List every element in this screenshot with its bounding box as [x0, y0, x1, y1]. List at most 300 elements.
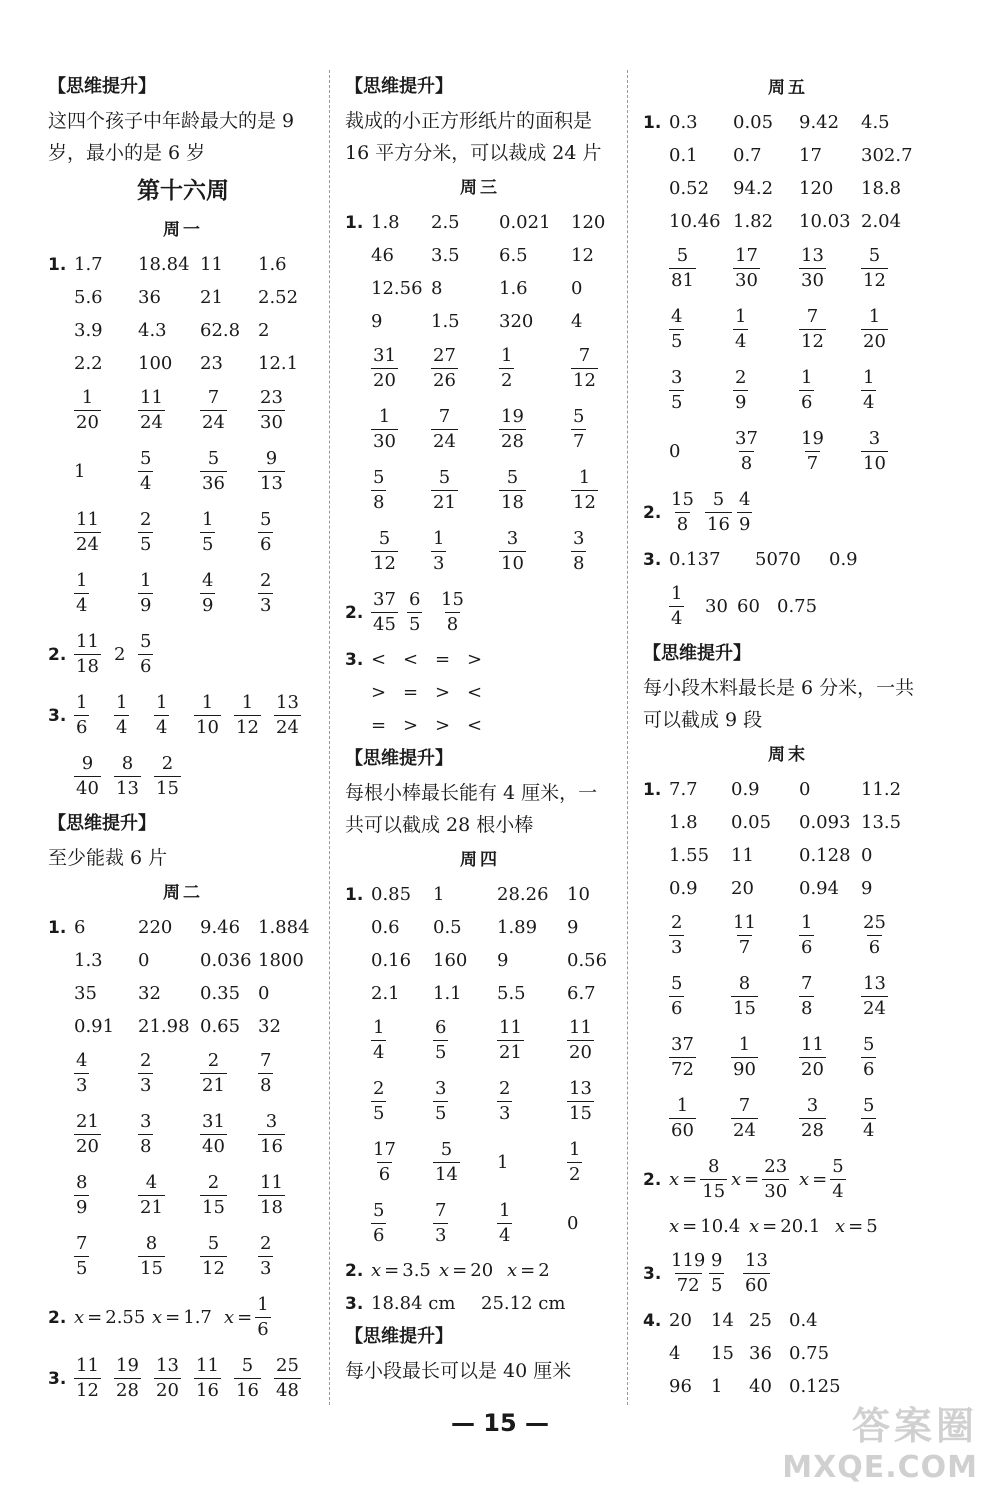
fraction-denominator: 45 — [373, 614, 396, 635]
answer-row — [643, 238, 933, 299]
answer-cell: 94.2 — [733, 178, 774, 199]
answer-cell — [731, 1094, 799, 1143]
answer-cells — [669, 549, 877, 570]
answer-cell: 6.7 — [567, 983, 596, 1004]
answer-row — [345, 305, 615, 338]
answer-cells — [371, 311, 631, 332]
fraction-denominator: 16 — [196, 1380, 219, 1401]
answer-cell: 9 — [567, 917, 579, 938]
fraction — [743, 1249, 770, 1298]
fraction — [200, 508, 215, 557]
answer-cell: 0.05 — [731, 812, 772, 833]
fraction-denominator: 20 — [863, 331, 886, 352]
fraction-denominator: 3 — [260, 1258, 272, 1279]
answer-cell — [861, 1033, 921, 1082]
answer-cell — [835, 1216, 895, 1237]
fraction — [431, 527, 446, 576]
fraction — [138, 569, 153, 618]
answer-cell — [138, 508, 200, 557]
fraction-numerator: 5 — [676, 245, 689, 266]
answer-cell: 0.75 — [777, 596, 818, 617]
fraction-numerator: 5 — [868, 245, 881, 266]
answer-cell: 8 — [431, 278, 443, 299]
fraction — [431, 344, 458, 393]
fraction — [499, 405, 526, 454]
answer-cell — [74, 752, 114, 801]
fraction-denominator: 12 — [202, 1258, 225, 1279]
answer-cell — [200, 1171, 258, 1220]
fraction — [497, 1199, 512, 1248]
fraction-denominator: 8 — [801, 998, 813, 1019]
question-number: 3. — [345, 649, 364, 670]
answer-cells — [74, 691, 314, 740]
fraction — [74, 508, 101, 557]
answer-cell — [733, 427, 799, 476]
fraction — [731, 1033, 758, 1082]
fraction-numerator: 1 — [738, 1034, 751, 1055]
answer-cells — [669, 845, 921, 866]
answer-row — [643, 106, 933, 139]
answer-cells — [669, 812, 921, 833]
fraction-denominator: 24 — [433, 431, 456, 452]
answer-cells — [74, 1354, 314, 1403]
fraction — [799, 911, 814, 960]
fraction-denominator: 24 — [733, 1120, 756, 1141]
fraction-numerator: 5 — [863, 1034, 875, 1055]
equals-sign: = — [812, 1169, 828, 1190]
answer-cell: 0.9 — [731, 779, 760, 800]
fraction-numerator: 3 — [671, 367, 683, 388]
fraction-denominator: 4 — [863, 392, 875, 413]
fraction-denominator: 6 — [868, 937, 881, 958]
answer-cell: 0.52 — [669, 178, 710, 199]
answer-cells — [74, 1171, 318, 1220]
fraction-numerator: 2 — [735, 367, 747, 388]
question-number: 2. — [643, 1169, 662, 1190]
answer-cells — [371, 1016, 627, 1065]
day-heading: 周二 — [163, 883, 203, 903]
answer-cell: 46 — [371, 245, 394, 266]
answer-cell: 18.8 — [861, 178, 902, 199]
answer-cell — [567, 1138, 627, 1187]
answer-cell: 0 — [258, 983, 270, 1004]
answer-row — [345, 709, 615, 742]
fraction-numerator: 2 — [207, 1050, 220, 1071]
answer-cell: 28.26 — [497, 884, 549, 905]
answer-cell — [371, 1260, 439, 1281]
fraction-numerator: 19 — [801, 428, 824, 449]
fraction-numerator: 7 — [260, 1050, 272, 1071]
answer-cell: 7.7 — [669, 779, 698, 800]
fraction-numerator: 1 — [373, 1017, 385, 1038]
variable: x — [669, 1216, 680, 1237]
fraction-denominator: 8 — [373, 492, 385, 513]
answer-cell: 6.5 — [499, 245, 528, 266]
fraction — [571, 405, 586, 454]
fraction-numerator: 5 — [140, 631, 152, 652]
answer-cell — [154, 752, 194, 801]
answer-cell — [705, 488, 737, 537]
fraction-numerator: 31 — [202, 1111, 225, 1132]
fraction-denominator: 20 — [569, 1042, 592, 1063]
fraction — [154, 691, 169, 740]
answer-row — [345, 1132, 615, 1193]
fraction — [200, 447, 227, 496]
fraction-denominator: 15 — [702, 1181, 726, 1202]
answer-cell — [431, 405, 499, 454]
answer-cell — [669, 244, 733, 293]
fraction — [371, 1016, 386, 1065]
fraction-denominator: 3 — [433, 553, 445, 574]
fraction-denominator: 9 — [202, 595, 214, 616]
fraction — [861, 1094, 876, 1143]
answer-cell: 0.94 — [799, 878, 840, 899]
answer-cell — [799, 427, 861, 476]
answer-row — [643, 1027, 933, 1088]
fraction-numerator: 9 — [265, 448, 278, 469]
answer-cell — [152, 1307, 224, 1328]
answer-row — [345, 206, 615, 239]
answer-cell: 0 — [567, 1213, 579, 1234]
fraction-denominator: 13 — [260, 473, 283, 494]
answer-cells — [669, 878, 921, 899]
answer-cell: 0.3 — [669, 112, 698, 133]
answer-cells — [669, 305, 925, 354]
answer-cells — [669, 145, 925, 166]
answer-cell: 0.6 — [371, 917, 400, 938]
answer-cell: 0.125 — [789, 1376, 841, 1397]
equals-sign: = — [452, 1260, 468, 1281]
fraction-denominator: 5 — [202, 534, 214, 555]
fraction-numerator: 11 — [76, 1355, 99, 1376]
answer-cell: 3.5 — [431, 245, 460, 266]
answer-cell — [433, 1077, 497, 1126]
answer-cell — [138, 1171, 200, 1220]
answer-cell: 0.9 — [669, 878, 698, 899]
fraction — [861, 366, 876, 415]
answer-cells — [74, 254, 318, 275]
fraction-denominator: 6 — [260, 534, 272, 555]
answer-cell: 21 — [200, 287, 223, 308]
answer-cell: 12.1 — [258, 353, 299, 374]
fraction-denominator: 4 — [832, 1181, 844, 1202]
fraction-denominator: 3 — [671, 937, 683, 958]
question-number: 3. — [643, 549, 662, 570]
fraction-denominator: 12 — [573, 492, 596, 513]
answer-cell — [258, 1171, 318, 1220]
fraction-numerator: 15 — [671, 489, 694, 510]
fraction-numerator: 3 — [435, 1078, 447, 1099]
answer-cell — [74, 1171, 138, 1220]
answer-cells — [371, 588, 475, 637]
fraction — [762, 1155, 789, 1204]
fraction-numerator: 17 — [373, 1139, 396, 1160]
answer-cells — [669, 1155, 859, 1204]
fraction-denominator: 6 — [801, 392, 813, 413]
fraction — [497, 1077, 512, 1126]
fraction-denominator: 4 — [373, 1042, 385, 1063]
fraction — [258, 447, 285, 496]
variable: x — [439, 1260, 450, 1281]
answer-row — [48, 911, 318, 944]
answer-cell: 9 — [371, 311, 383, 332]
fraction — [571, 527, 586, 576]
answer-cell: > — [467, 649, 483, 670]
fraction-denominator: 3 — [499, 1103, 511, 1124]
fraction-denominator: 2 — [501, 370, 513, 391]
day-heading: 周四 — [460, 850, 500, 870]
answer-cell: 60 — [737, 596, 760, 617]
answer-cell — [154, 691, 194, 740]
fraction — [200, 1110, 227, 1159]
fraction-denominator: 6 — [801, 937, 813, 958]
answer-cell — [861, 366, 925, 415]
fraction-numerator: 1 — [76, 692, 88, 713]
fraction — [200, 386, 227, 435]
answer-cells — [74, 386, 318, 435]
answer-row — [48, 1010, 318, 1043]
fraction-numerator: 7 — [207, 387, 220, 408]
fraction-denominator: 24 — [202, 412, 225, 433]
answer-cell: 0.16 — [371, 950, 412, 971]
section-heading: 【思维提升】 — [48, 76, 156, 97]
fraction-numerator: 1 — [76, 570, 88, 591]
fraction-numerator: 15 — [441, 589, 464, 610]
fraction-denominator: 18 — [76, 656, 99, 677]
fraction-denominator: 21 — [433, 492, 456, 513]
fraction-denominator: 8 — [140, 1136, 152, 1157]
fraction-denominator: 20 — [156, 1380, 179, 1401]
fraction — [861, 911, 888, 960]
fraction-denominator: 4 — [116, 717, 128, 738]
fraction — [669, 972, 684, 1021]
answer-row — [643, 482, 933, 543]
answer-cell — [731, 1033, 799, 1082]
answer-cell — [499, 344, 571, 393]
answer-cells — [74, 1016, 318, 1037]
answer-cell — [258, 386, 318, 435]
fraction-denominator: 15 — [156, 778, 179, 799]
answer-cell: 4.5 — [861, 112, 890, 133]
fraction — [258, 1171, 285, 1220]
fraction-numerator: 19 — [116, 1355, 139, 1376]
answer-row — [48, 624, 318, 685]
answer-row — [643, 1243, 933, 1304]
fraction-numerator: 23 — [260, 387, 283, 408]
fraction-numerator: 1 — [156, 692, 168, 713]
answer-cell — [799, 1033, 861, 1082]
fraction-numerator: 119 — [671, 1250, 706, 1271]
answer-cell — [138, 447, 200, 496]
fraction-numerator: 3 — [806, 1095, 819, 1116]
answer-cells — [371, 405, 631, 454]
answer-row — [345, 977, 615, 1010]
answer-cell: 1.6 — [258, 254, 287, 275]
answer-row — [48, 281, 318, 314]
answer-cell — [371, 588, 407, 637]
answer-cell: 1.8 — [371, 212, 400, 233]
variable: x — [835, 1216, 846, 1237]
fraction-denominator: 15 — [140, 1258, 163, 1279]
fraction-denominator: 6 — [257, 1319, 269, 1340]
answer-cell: 120 — [571, 212, 606, 233]
question-number: 1. — [345, 212, 364, 233]
answer-cell — [669, 1249, 709, 1298]
fraction — [431, 405, 458, 454]
answer-cell: 2.2 — [74, 353, 103, 374]
watermark-logo — [782, 1395, 978, 1485]
answer-row — [345, 1193, 615, 1254]
fraction-numerator: 5 — [712, 489, 725, 510]
fraction — [737, 488, 752, 537]
fraction-denominator: 6 — [373, 1225, 385, 1246]
variable: x — [74, 1307, 85, 1328]
question-number: 1. — [643, 779, 662, 800]
fraction-denominator: 13 — [116, 778, 139, 799]
fraction-numerator: 1 — [201, 692, 214, 713]
answer-cells — [74, 917, 318, 938]
answer-cells — [371, 212, 631, 233]
fraction-denominator: 5 — [76, 1258, 88, 1279]
fraction-numerator: 13 — [801, 245, 824, 266]
answer-cell — [433, 1016, 497, 1065]
fraction — [731, 1094, 758, 1143]
fraction-numerator: 13 — [276, 692, 299, 713]
answer-cell: 12.56 — [371, 278, 423, 299]
answer-cell: 36 — [749, 1343, 772, 1364]
answer-cell — [138, 630, 178, 679]
answer-cells — [371, 649, 499, 670]
answer-cell — [371, 344, 431, 393]
fraction-denominator: 30 — [764, 1181, 788, 1202]
fraction-denominator: 3 — [76, 1075, 88, 1096]
answer-cell — [258, 1049, 318, 1098]
answer-cell: > — [435, 715, 451, 736]
answer-cell — [74, 1232, 138, 1281]
fraction-numerator: 13 — [745, 1250, 768, 1271]
answer-cell: 1.3 — [74, 950, 103, 971]
fraction — [74, 691, 89, 740]
value: 20 — [470, 1260, 494, 1281]
fraction-denominator: 8 — [740, 453, 753, 474]
fraction-denominator: 30 — [735, 270, 758, 291]
answer-cell — [861, 305, 925, 354]
fraction — [138, 1232, 165, 1281]
fraction-numerator: 9 — [81, 753, 94, 774]
question-number: 1. — [48, 917, 67, 938]
fraction — [861, 305, 888, 354]
answer-row — [48, 1165, 318, 1226]
fraction-denominator: 16 — [260, 1136, 283, 1157]
answer-cell — [224, 1293, 294, 1342]
fraction — [138, 508, 153, 557]
answer-row — [48, 563, 318, 624]
answer-cell — [74, 1307, 152, 1328]
fraction — [733, 427, 760, 476]
fraction-numerator: 5 — [863, 1095, 875, 1116]
fraction — [669, 244, 696, 293]
answer-row — [643, 172, 933, 205]
fraction-numerator: 2 — [161, 753, 174, 774]
answer-text: 每小段最长可以是 40 厘米 — [345, 1360, 572, 1382]
variable: x — [669, 1169, 680, 1190]
fraction-denominator: 14 — [435, 1164, 458, 1185]
answer-cell: 5070 — [755, 549, 801, 570]
fraction-numerator: 2 — [140, 509, 152, 530]
answer-cell: 1.7 — [74, 254, 103, 275]
fraction-numerator: 11 — [499, 1017, 522, 1038]
answer-cell: 160 — [433, 950, 468, 971]
equals-sign: = — [848, 1216, 864, 1237]
answer-row — [345, 460, 615, 521]
fraction-denominator: 9 — [140, 595, 152, 616]
answer-cells — [669, 1310, 839, 1331]
fraction-numerator: 4 — [739, 489, 751, 510]
answer-cell: 0.137 — [669, 549, 721, 570]
question-number: 3. — [643, 1263, 662, 1284]
answer-cell: 2.5 — [431, 212, 460, 233]
fraction-numerator: 4 — [145, 1172, 158, 1193]
answer-cell — [669, 1216, 749, 1237]
answer-cells — [669, 972, 921, 1021]
answer-cells — [669, 427, 925, 476]
answer-text: 每小段木料最长是 6 分米，一共可以截成 9 段 — [643, 677, 915, 731]
column-divider — [329, 70, 330, 1405]
fraction-numerator: 27 — [433, 345, 456, 366]
answer-cell: = — [403, 682, 419, 703]
answer-cells — [371, 527, 631, 576]
fraction-numerator: 11 — [76, 509, 99, 530]
question-number: 2. — [345, 602, 364, 623]
answer-column-2 — [345, 70, 615, 1388]
fraction — [74, 386, 101, 435]
fraction-denominator: 4 — [76, 595, 88, 616]
answer-cell — [731, 911, 799, 960]
answer-cell — [861, 244, 925, 293]
fraction-numerator: 5 — [207, 1233, 220, 1254]
fraction-denominator: 12 — [573, 370, 596, 391]
question-number: 2. — [48, 1307, 67, 1328]
fraction-numerator: 11 — [733, 912, 756, 933]
fraction-denominator: 9 — [76, 1197, 88, 1218]
answer-row — [643, 839, 933, 872]
section-heading: 【思维提升】 — [345, 748, 453, 769]
fraction-denominator: 2 — [569, 1164, 581, 1185]
fraction-denominator: 20 — [801, 1059, 824, 1080]
fraction-numerator: 23 — [764, 1156, 788, 1177]
answer-cell: 25 — [749, 1310, 772, 1331]
answer-cell: 0 — [669, 441, 681, 462]
answer-cell — [861, 911, 921, 960]
fraction — [567, 1138, 582, 1187]
answer-cell — [799, 244, 861, 293]
fraction-denominator: 28 — [116, 1380, 139, 1401]
fraction — [234, 691, 261, 740]
answer-cell: 32 — [138, 983, 161, 1004]
fraction — [74, 1049, 89, 1098]
answer-cell — [433, 1138, 497, 1187]
equals-sign: = — [744, 1169, 760, 1190]
fraction-denominator: 12 — [801, 331, 824, 352]
fraction-denominator: 6 — [378, 1164, 391, 1185]
answer-cell: 1 — [74, 461, 86, 482]
fraction — [234, 1354, 261, 1403]
fraction — [571, 466, 598, 515]
answer-cell: 15 — [711, 1343, 734, 1364]
fraction-denominator: 4 — [140, 473, 152, 494]
fraction — [799, 1033, 826, 1082]
answer-row — [345, 338, 615, 399]
